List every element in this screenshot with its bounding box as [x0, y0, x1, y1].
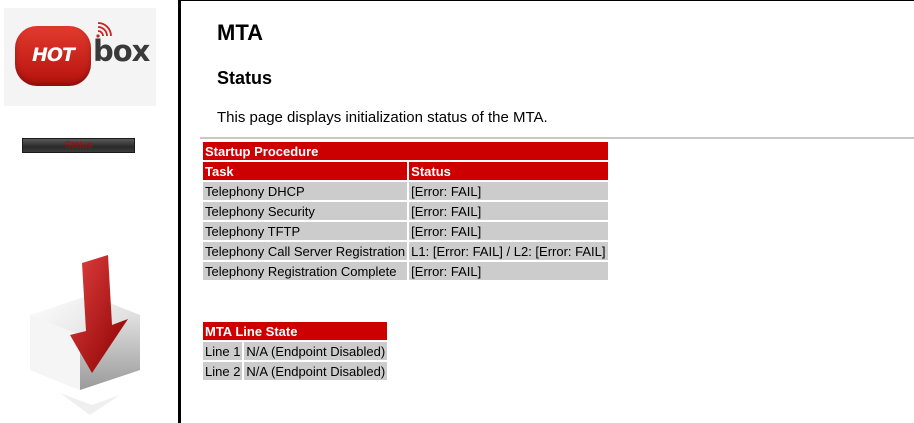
line-cell: Line 2 — [205, 363, 241, 379]
task-cell: Telephony Security — [203, 202, 407, 220]
status-cell: [Error: FAIL] — [409, 222, 607, 240]
download-arrow-cube-icon — [20, 255, 160, 420]
task-cell: Telephony Call Server Registration — [205, 243, 406, 259]
task-cell: Telephony Registration Complete — [203, 262, 407, 280]
table-row — [203, 262, 608, 280]
sidebar — [0, 0, 178, 423]
top-rule — [181, 0, 914, 1]
line-cell: Line 1 — [205, 343, 241, 359]
state-cell: N/A (Endpoint Disabled) — [246, 343, 386, 359]
column-header-status: Status — [409, 162, 607, 180]
sidebar-item-status[interactable]: Status — [22, 138, 135, 153]
table-row — [203, 342, 387, 360]
table-row — [203, 222, 608, 240]
status-cell: [Error: FAIL] — [409, 182, 607, 200]
logo-word-box: box — [93, 34, 150, 68]
sidebar-divider — [178, 0, 181, 423]
table-caption: Startup Procedure — [203, 142, 608, 160]
startup-procedure-table — [201, 140, 610, 282]
status-cell: L1: [Error: FAIL] / L2: [Error: FAIL] — [411, 243, 606, 259]
task-cell: Telephony DHCP — [203, 182, 407, 200]
mta-line-state-table — [201, 320, 389, 382]
content-divider — [200, 137, 914, 139]
table-row — [203, 242, 608, 260]
table-caption: MTA Line State — [203, 322, 387, 340]
logo-badge — [15, 26, 91, 86]
column-header-task: Task — [203, 162, 407, 180]
page-title: MTA — [217, 20, 264, 45]
status-cell: [Error: FAIL] — [409, 262, 607, 280]
state-cell: N/A (Endpoint Disabled) — [246, 363, 386, 379]
section-title: Status — [217, 68, 273, 88]
page-description: This page displays initialization status of the MTA. — [217, 109, 548, 126]
hotbox-logo — [4, 8, 156, 106]
task-cell: Telephony TFTP — [203, 222, 407, 240]
table-row — [203, 182, 608, 200]
table-row — [203, 362, 387, 380]
logo-word-hot: HOT — [31, 44, 74, 66]
table-row — [203, 202, 608, 220]
status-cell: [Error: FAIL] — [409, 202, 607, 220]
